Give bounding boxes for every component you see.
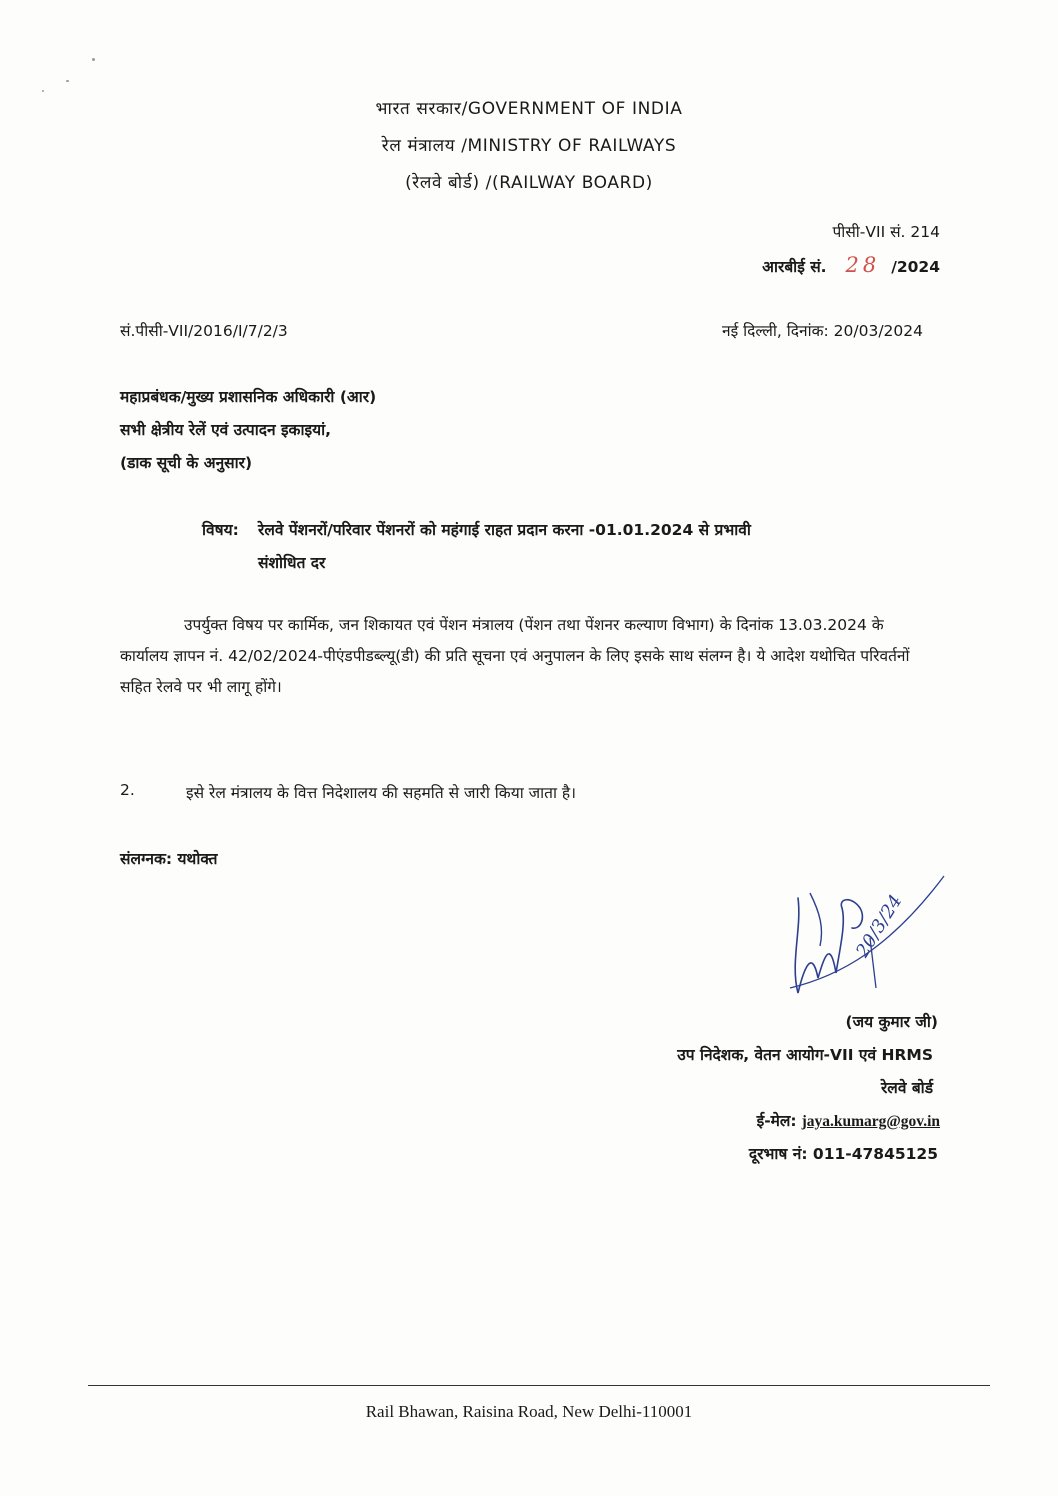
pc-number: पीसी-VII सं. 214 [832, 223, 940, 241]
subject-line: संशोधित दर [258, 554, 326, 572]
signatory-name: (जय कुमार जी) [845, 1013, 938, 1031]
body-paragraph-1: उपर्युक्त विषय पर कार्मिक, जन शिकायत एवं पेंशन मंत्रालय (पेंशन तथा पेंशनर कल्याण विभाग) के दिनांक 13.03.2024 के कार्यालय ज्ञापन नं. 42/02/2024-पीएंडपीडब्ल्यू(डी) की प्रति सूचना एवं अनुपालन के लिए इसके साथ संलग्न है। ये आदेश यथोचित परिवर्तनों सहित रेलवे पर भी लागू होंगे। [120, 616, 910, 696]
rbe-number [762, 253, 940, 277]
header-ministry: रेल मंत्रालय /MINISTRY OF RAILWAYS [381, 136, 677, 156]
footer-address: Rail Bhawan, Raisina Road, New Delhi-110001 [365, 1402, 693, 1421]
scan-speck [42, 90, 44, 92]
signatory-phone: दूरभाष नं: 011-47845125 [748, 1145, 938, 1163]
file-number: सं.पीसी-VII/2016/I/7/2/3 [120, 322, 288, 340]
signature-stroke [795, 898, 862, 993]
subject-label: विषय: [202, 521, 239, 539]
place-date: नई दिल्ली, दिनांक: 20/03/2024 [721, 322, 923, 340]
signatory-designation: उप निदेशक, वेतन आयोग-VII एवं HRMS [677, 1046, 933, 1064]
addressee-line: महाप्रबंधक/मुख्य प्रशासनिक अधिकारी (आर) [120, 388, 377, 406]
addressee-line: सभी क्षेत्रीय रेलें एवं उत्पादन इकाइयां, [120, 421, 331, 439]
body-paragraph-2: इसे रेल मंत्रालय के वित्त निदेशालय की सहमति से जारी किया जाता है। [186, 784, 577, 802]
scan-speck [66, 80, 69, 82]
enclosure: संलग्नक: यथोक्त [120, 850, 218, 868]
rbe-suffix: /2024 [891, 258, 940, 276]
rbe-handwritten-number: 28 [845, 253, 881, 277]
header-government: भारत सरकार/GOVERNMENT OF INDIA [375, 99, 683, 119]
signature-handwritten-date: 20/3/24 [852, 891, 907, 962]
email-label: ई-मेल: [756, 1112, 797, 1130]
addressee-line: (डाक सूची के अनुसार) [120, 454, 253, 472]
signatory-email [757, 1109, 940, 1131]
rbe-prefix: आरबीई सं. [762, 258, 827, 276]
para-number: 2. [120, 781, 135, 799]
signature-stroke [810, 893, 822, 946]
scan-speck [92, 58, 95, 61]
signatory-office: रेलवे बोर्ड [880, 1079, 933, 1097]
email-link[interactable]: jaya.kumarg@gov.in [801, 1113, 940, 1130]
footer-divider [88, 1385, 990, 1386]
subject-line: रेलवे पेंशनरों/परिवार पेंशनरों को महंगाई राहत प्रदान करना -01.01.2024 से प्रभावी [258, 521, 751, 539]
header-board: (रेलवे बोर्ड) /(RAILWAY BOARD) [405, 173, 653, 193]
